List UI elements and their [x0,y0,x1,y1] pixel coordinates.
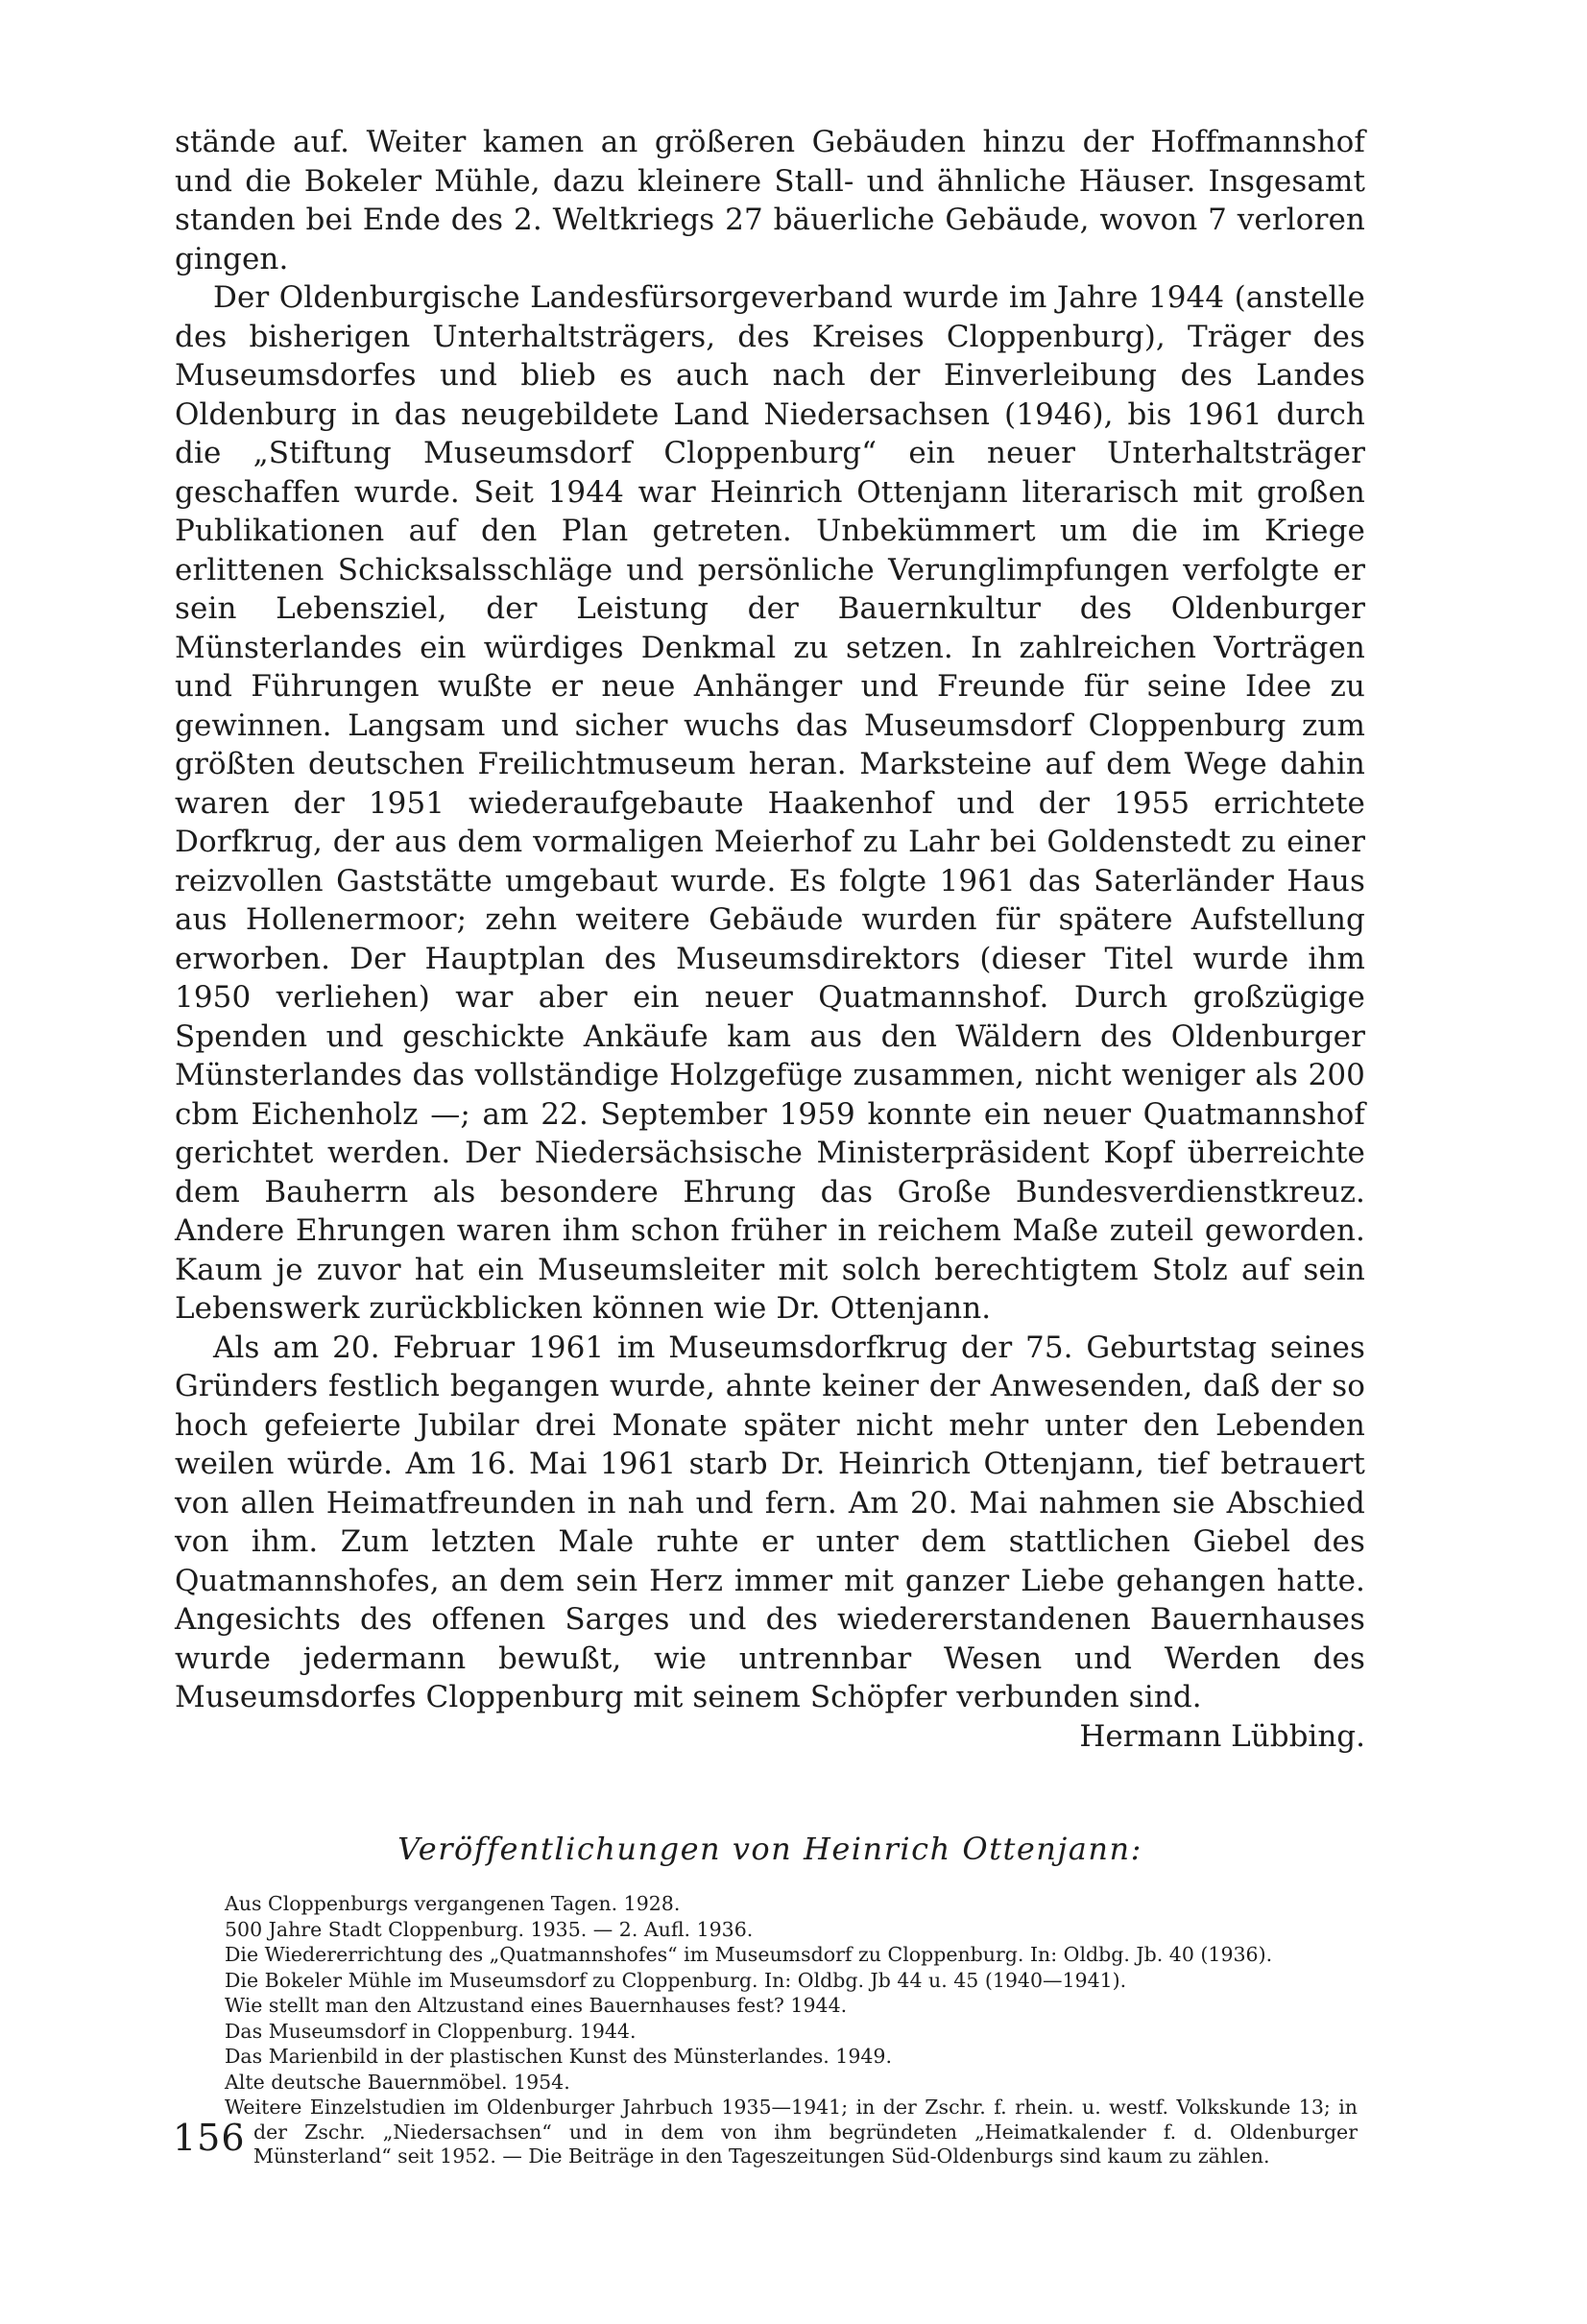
publication-item: Die Wiedererrichtung des „Quatmannshofes“ im Museumsdorf zu Cloppenburg. In: Oldbg. Jb. 40 (1936). [225,1943,1273,1966]
body-paragraph-1: stände auf. Weiter kamen an größeren Gebäuden hinzu der Hoffmannshof und die Bokeler Mühle, dazu kleinere Stall- und ähnliche Häuser. Insgesamt standen bei Ende des 2. Weltkriegs 27 bäuerliche Gebäude, wovon 7 verloren gingen. [175,125,1365,276]
body-paragraph-3: Als am 20. Februar 1961 im Museumsdorfkrug der 75. Geburtstag seines Gründers festlich begangen wurde, ahnte keiner der Anwesenden, daß der so hoch gefeierte Jubilar drei Monate später nicht mehr unter den Lebenden weilen würde. Am 16. Mai 1961 starb Dr. Heinrich Ottenjann, tief betrauert von allen Heimatfreunden in nah und fern. Am 20. Mai nahmen sie Abschied von ihm. Zum letzten Male ruhte er unter dem stattlichen Giebel des Quatmannshofes, an dem sein Herz immer mit ganzer Liebe gehangen hatte. Angesichts des offenen Sarges und des wiedererstandenen Bauernhauses wurde jedermann bewußt, wie untrennbar Wesen und Werden des Museumsdorfes Cloppenburg mit seinem Schöpfer verbunden sind. [175,1330,1365,1714]
publication-item: Die Bokeler Mühle im Museumsdorf zu Cloppenburg. In: Oldbg. Jb 44 u. 45 (1940—1941). [225,1968,1127,1992]
author-signature: Hermann Lübbing. [1079,1718,1365,1754]
page-content [175,123,1365,2170]
publication-item: 500 Jahre Stadt Cloppenburg. 1935. — 2. Aufl. 1936. [225,1917,754,1941]
body-paragraph-2: Der Oldenburgische Landesfürsorgeverband wurde im Jahre 1944 (anstelle des bisherigen Unterhaltsträgers, des Kreises Cloppenburg), Träger des Museumsdorfes und blieb es auch nach der Einverleibung des Landes Oldenburg in das neugebildete Land Niedersachsen (1946), bis 1961 durch die „Stiftung Museumsdorf Cloppenburg“ ein neuer Unterhaltsträger geschaffen wurde. Seit 1944 war Heinrich Ottenjann literarisch mit großen Publikationen auf den Plan getreten. Unbekümmert um die im Kriege erlittenen Schicksalsschläge und persönliche Verunglimpfungen verfolgte er sein Lebensziel, der Leistung der Bauernkultur des Oldenburger Münsterlandes ein würdiges Denkmal zu setzen. In zahlreichen Vorträgen und Führungen wußte er neue Anhänger und Freunde für seine Idee zu gewinnen. Langsam und sicher wuchs das Museumsdorf Cloppenburg zum größten deutschen Freilichtmuseum heran. Marksteine auf dem Wege dahin waren der 1951 wiederaufgebaute Haakenhof und der 1955 errichtete Dorfkrug, der aus dem vormaligen Meierhof zu Lahr bei Goldenstedt zu einer reizvollen Gaststätte umgebaut wurde. Es folgte 1961 das Saterländer Haus aus Hollenermoor; zehn weitere Gebäude wurden für spätere Aufstellung erworben. Der Hauptplan des Museumsdirektors (dieser Titel wurde ihm 1950 verliehen) war aber ein neuer Quatmannshof. Durch großzügige Spenden und geschickte Ankäufe kam aus den Wäldern des Oldenburger Münsterlandes das vollständige Holzgefüge zusammen, nicht weniger als 200 cbm Eichenholz —; am 22. September 1959 konnte ein neuer Quatmannshof gerichtet werden. Der Niedersächsische Ministerpräsident Kopf überreichte dem Bauherrn als besondere Ehrung das Große Bundesverdienstkreuz. Andere Ehrungen waren ihm schon früher in reichem Maße zuteil geworden. Kaum je zuvor hat ein Museumsleiter mit solch berechtigtem Stolz auf sein Lebenswerk zurückblicken können wie Dr. Ottenjann. [175,280,1365,1326]
publications-heading: Veröffentlichungen von Heinrich Ottenjann: [397,1831,1142,1867]
publication-item: Wie stellt man den Altzustand eines Bauernhauses fest? 1944. [225,1994,848,2017]
page-number: 156 [173,2117,246,2159]
publication-item: Das Marienbild in der plastischen Kunst des Münsterlandes. 1949. [225,2045,892,2068]
publication-item: Das Museumsdorf in Cloppenburg. 1944. [225,2019,637,2043]
publications-list [225,1892,1358,2169]
publication-item: Alte deutsche Bauernmöbel. 1954. [225,2070,570,2094]
publication-item: Weitere Einzelstudien im Oldenburger Jahrbuch 1935—1941; in der Zschr. f. rhein. u. westf. Volkskunde 13; in der Zschr. „Niedersachsen“ und in dem von ihm begründeten „Heimatkalender f. d. Oldenburger Münsterland“ seit 1952. — Die Beiträge in den Tageszeitungen Süd-Oldenburgs sind kaum zu zählen. [225,2096,1358,2168]
publication-item: Aus Cloppenburgs vergangenen Tagen. 1928. [225,1892,681,1915]
